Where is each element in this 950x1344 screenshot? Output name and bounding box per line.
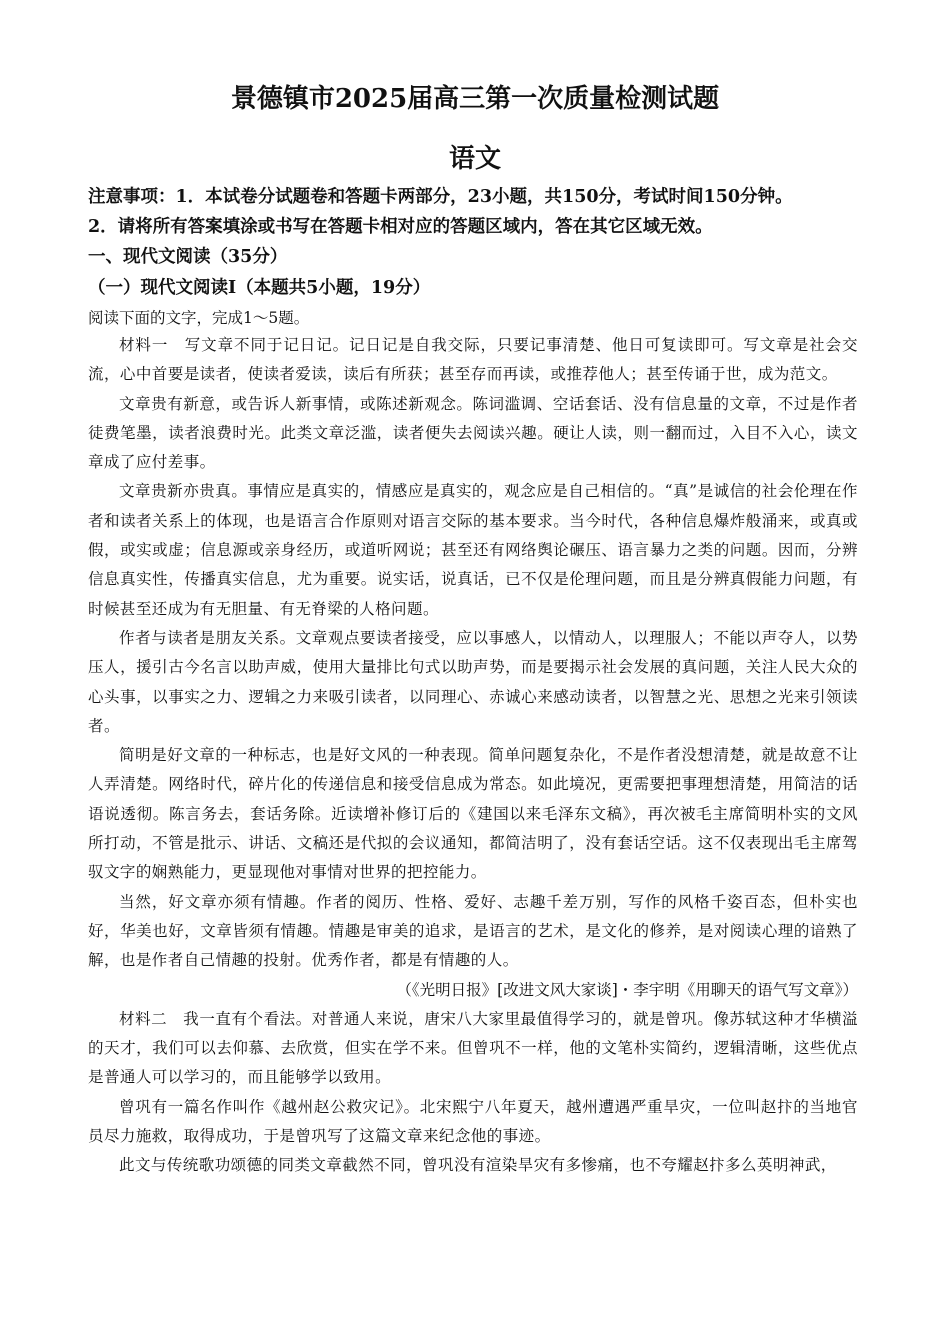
notice-line-1: 注意事项：1．本试卷分试题卷和答题卡两部分，23小题，共150分，考试时间150分钟。	[88, 187, 793, 207]
passage-paragraph: 当然，好文章亦须有情趣。作者的阅历、性格、爱好、志趣千差万别，写作的风格千姿百态，但朴实也好，华美也好，文章皆须有情趣。情趣是审美的追求，是语言的艺术，是文化的修养，是对阅读心理的谙熟了解，也是作者自己情趣的投射。优秀作者，都是有情趣的人。	[88, 892, 858, 970]
subject-title: 语文	[448, 144, 501, 174]
passage-paragraph: 材料二 我一直有个看法。对普通人来说，唐宋八大家里最值得学习的，就是曾巩。像苏轼这种才华横溢的天才，我们可以去仰慕、去欣赏，但实在学不来。但曾巩不一样，他的文笔朴实简约，逻辑清晰，这些优点是普通人可以学习的，而且能够学以致用。	[88, 1009, 858, 1087]
material-one-source: （《光明日报》[改进文风大家谈]・李宇明《用聊天的语气写文章》）	[396, 980, 858, 999]
section-heading: 一、现代文阅读（35分）	[88, 247, 288, 267]
passage-paragraph: 曾巩有一篇名作叫作《越州赵公救灾记》。北宋熙宁八年夏天，越州遭遇严重旱灾，一位叫赵抃的当地官员尽力施救，取得成功，于是曾巩写了这篇文章来纪念他的事迹。	[88, 1097, 858, 1146]
exam-title: 景德镇市2025届高三第一次质量检测试题	[230, 84, 720, 114]
passage-paragraph: 作者与读者是朋友关系。文章观点要读者接受，应以事感人，以情动人，以理服人；不能以声夺人，以势压人，援引古今名言以助声威，使用大量排比句式以助声势，而是要揭示社会发展的真问题，关注人民大众的心头事，以事实之力、逻辑之力来吸引读者，以同理心、赤诚心来感动读者，以智慧之光、思想之光来引领读者。	[88, 628, 858, 735]
passage-paragraph: 材料一 写文章不同于记日记。记日记是自我交际，只要记事清楚、他日可复读即可。写文章是社会交流，心中首要是读者，使读者爱读，读后有所获；甚至存而再读，或推荐他人；甚至传诵于世，成为范文。	[88, 336, 858, 384]
passage-paragraph: 简明是好文章的一种标志，也是好文风的一种表现。简单问题复杂化，不是作者没想清楚，就是故意不让人弄清楚。网络时代，碎片化的传递信息和接受信息成为常态。如此境况，更需要把事理想清楚，用简洁的话语说透彻。陈言务去，套话务除。近读增补修订后的《建国以来毛泽东文稿》，再次被毛主席简明朴实的文风所打动，不管是批示、讲话、文稿还是代拟的会议通知，都简洁明了，没有套话空话。这不仅表现出毛主席驾驭文字的娴熟能力，更显现他对事情对世界的把控能力。	[88, 746, 858, 882]
passage-paragraph: 文章贵新亦贵真。事情应是真实的，情感应是真实的，观念应是自己相信的。“真”是诚信的社会伦理在作者和读者关系上的体现，也是语言合作原则对语言交际的基本要求。当今时代，各种信息爆炸般涌来，或真或假，或实或虚；信息源或亲身经历，或道听网说；甚至还有网络舆论碾压、语言暴力之类的问题。因而，分辨信息真实性，传播真实信息，尤为重要。说实话，说真话，已不仅是伦理问题，而且是分辨真假能力问题，有时候甚至还成为有无胆量、有无脊梁的人格问题。	[88, 482, 858, 618]
reading-instruction: 阅读下面的文字，完成1～5题。	[88, 309, 310, 327]
passage-paragraph: 此文与传统歌功颂德的同类文章截然不同，曾巩没有渲染旱灾有多惨痛，也不夸耀赵抃多么英明神武，	[119, 1156, 837, 1175]
passage-paragraph: 文章贵有新意，或告诉人新事情，或陈述新观念。陈词滥调、空话套话、没有信息量的文章，不过是作者徒费笔墨，读者浪费时光。此类文章泛滥，读者便失去阅读兴趣。硬让人读，则一翻而过，入目不入心，读文章成了应付差事。	[88, 394, 858, 472]
notice-line-2: 2．请将所有答案填涂或书写在答题卡相对应的答题区域内，答在其它区域无效。	[88, 217, 713, 237]
passage-body	[88, 331, 858, 1181]
section-subheading: （一）现代文阅读Ⅰ（本题共5小题，19分）	[88, 278, 431, 298]
